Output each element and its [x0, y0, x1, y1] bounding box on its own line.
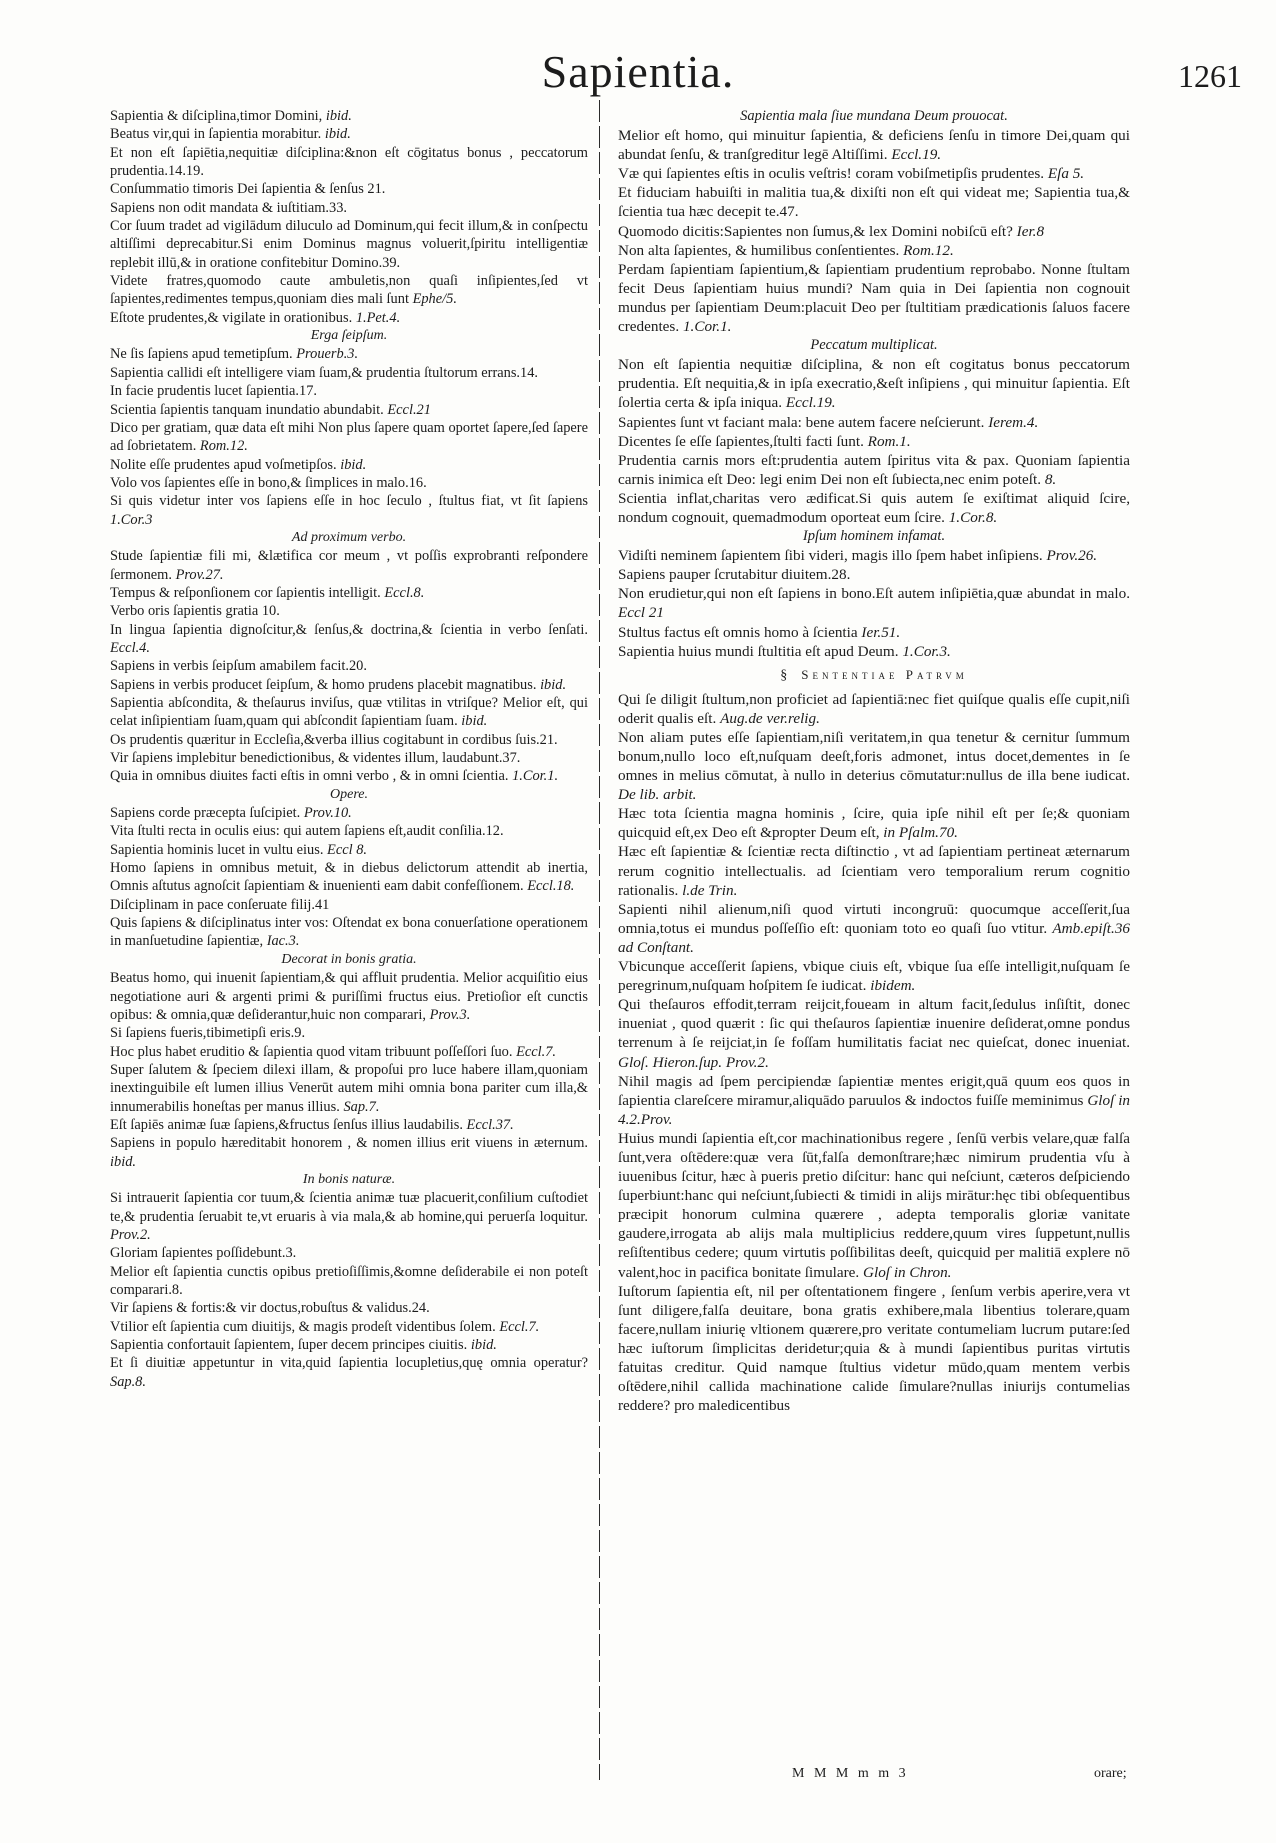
quotation-entry [110, 1116, 588, 1134]
citation-reference: Eccl.19. [891, 146, 942, 164]
citation-reference: Prov.27. [175, 566, 224, 583]
quotation-text: Qui ſe diligit ſtultum,non proficiet ad ſapientiā:nec fiet quiſque qualis eſſe cupit,niſi oderit qualis eſt. [618, 690, 1130, 727]
subject-heading: Peccatum multiplicat. [810, 337, 938, 354]
quotation-text: Sapientes ſunt vt faciant mala: bene autem facere neſcierunt. [618, 413, 985, 431]
subject-heading: Sapientia mala ſiue mundana Deum prouocat. [740, 108, 1008, 124]
citation-reference: Eccl.7. [499, 1318, 540, 1335]
citation-reference: ibidem. [870, 977, 916, 995]
quotation-text: Nolite eſſe prudentes apud voſmetipſos. [110, 456, 337, 473]
citation-reference: l.de Trin. [682, 881, 738, 899]
quotation-entry [618, 623, 1130, 642]
citation-reference: ibid. [540, 676, 567, 693]
quotation-text: Hæc tota ſcientia magna hominis , ſcire, quia ipſe nihil eſt per ſe;& quoniam quicquid eſt,ex Deo eſt &propter Deum eſt, [618, 805, 1130, 842]
quotation-entry [110, 345, 588, 363]
citation-reference: Eccl 8. [327, 841, 368, 858]
quotation-text: Sapientia abſcondita, & theſaurus inviſus, quæ vtilitas in vtriſque? Melior eſt, qui celat inſipientiam ſuam,quam qui abſcondit ſapientiam ſuam. [110, 695, 588, 730]
quotation-entry [618, 489, 1130, 527]
quotation-entry [618, 260, 1130, 336]
quotation-text: Stude ſapientiæ fili mi, &lætifica cor meum , vt poſſis exprobranti reſpondere ſermonem. [110, 548, 588, 583]
quotation-entry [618, 804, 1130, 842]
quotation-text: Scientia inflat,charitas vero ædificat.Si quis autem ſe exiſtimat aliquid ſcire, nondum cognouit, quemadmodum oporteat eum ſcire. [618, 489, 1130, 526]
quotation-entry [110, 1263, 588, 1300]
quotation-text: Sapiens pauper ſcrutabitur diuitem.28. [618, 566, 851, 584]
quotation-text: Nihil magis ad ſpem percipiendæ ſapientiæ mentes erigit,quā quum eos quos in ſapientia clareſcere miramur,aliquādo paruulos & indoctos fuiſſe meminimus [618, 1072, 1130, 1109]
quotation-text: Vir ſapiens & fortis:& vir doctus,robuſtus & validus.24. [110, 1300, 430, 1317]
citation-reference: Gloſ. Hieron.ſup. Prov.2. [618, 1053, 769, 1071]
quotation-entry [110, 364, 588, 382]
quotation-entry [110, 694, 588, 731]
quotation-text: Beatus homo, qui inuenit ſapientiam,& qui affluit prudentia. Melior acquiſitio eius negotiatione auri & argenti primi & puriſſimi fructus eius. Pretioſior eſt cunctis opibus: & omnia,quæ deſiderantur,huic non comparari, [110, 970, 588, 1023]
citation-reference: Prov.3. [429, 1006, 471, 1023]
quotation-text: Qui theſauros effodit,terram reijcit,foueam in altum facit,ſedulus inſiſtit, donec inueniat , quod quærit : ſic qui theſauros ſapientiæ inuenire deſiderat,omne pondus terrenum à ſe reijciat,in ſe foſſam humilitatis faciat nec quieſcat, donec inueniat. [618, 996, 1130, 1052]
quotation-text: Sapientia confortauit ſapientem, ſuper decem principes ciuitis. [110, 1337, 468, 1354]
quotation-entry [618, 690, 1130, 728]
quotation-entry [618, 728, 1130, 804]
quotation-entry [110, 749, 588, 767]
quotation-entry [110, 382, 588, 400]
quotation-entry [110, 584, 588, 602]
quotation-entry [110, 859, 588, 896]
quotation-text: Ne ſis ſapiens apud temetipſum. [110, 346, 293, 363]
citation-reference: Ier.8 [1016, 222, 1045, 240]
right-column [618, 107, 1130, 1769]
citation-reference: in Pſalm.70. [883, 824, 958, 842]
quotation-text: Eſtote prudentes,& vigilate in orationibus. [110, 309, 353, 326]
citation-reference: Gloſ in Chron. [863, 1263, 952, 1281]
quotation-entry [618, 546, 1130, 565]
quotation-text: Super ſalutem & ſpeciem dilexi illam, & propoſui pro luce habere illam,quoniam inextinguibile eſt lumen illius Venerūt autem mihi omnia bona pariter cum illa,& innumerabilis honeſtas per manus illius. [110, 1061, 588, 1115]
quotation-entry [110, 272, 588, 309]
citation-reference: Eccl.18. [527, 878, 575, 895]
quotation-text: Si quis videtur inter vos ſapiens eſſe in hoc ſeculo , ſtultus fiat, vt ſit ſapiens [110, 493, 588, 510]
citation-reference: Eſa 5. [1047, 165, 1085, 183]
quotation-text: Os prudentis quæritur in Eccleſia,&verba illius cogitabunt in cordibus ſuis.21. [110, 731, 558, 748]
citation-reference: Aug.de ver.relig. [720, 709, 820, 727]
citation-reference: 1.Pet.4. [355, 309, 401, 326]
quotation-text: Verbo oris ſapientis gratia 10. [110, 603, 280, 620]
quotation-text: Melior eſt homo, qui minuitur ſapientia, & deficiens ſenſu in timore Dei,quam qui abundat ſenſu, & tranſgreditur legē Altiſſimi. [618, 127, 1130, 164]
quotation-entry [110, 1318, 588, 1336]
quotation-text: Cor ſuum tradet ad vigilādum diluculo ad Dominum,qui fecit illum,& in conſpectu altiſſimi deprecabitur.Si enim Dominus magnus voluerit,ſpiritu intelligentiæ replebit illū,& in oratione confitebitur Domino.39. [110, 218, 588, 271]
quotation-entry [618, 241, 1130, 260]
quotation-entry [110, 1061, 588, 1116]
quotation-text: Non eſt ſapientia nequitiæ diſciplina, & non eſt cogitatus bonus peccatorum prudentia. Eſt nequitia,& in ipſa execratio,&eſt inſipiens , qui minuitur ſapientia. Eſt ſolertia certa & ipſa iniqua. [618, 356, 1130, 412]
subject-heading: Erga ſeipſum. [310, 328, 388, 344]
subject-heading: Opere. [330, 786, 368, 802]
citation-reference: Prouerb.3. [296, 346, 359, 363]
quotation-text: Vbicunque acceſſerit ſapiens, vbique ciuis eſt, vbique ſua eſſe intelligit,nuſquam ſe peregrinum,nuſquam hoſpitem ſe iudicat. [618, 958, 1130, 995]
citation-reference: De lib. arbit. [618, 786, 697, 804]
quotation-entry [618, 451, 1130, 489]
citation-reference: Eccl.19. [785, 394, 836, 412]
quotation-entry [110, 1134, 588, 1171]
citation-reference: Rom.12. [199, 438, 248, 455]
quotation-text: Non aliam putes eſſe ſapientiam,niſi veritatem,in qua tenetur & cernitur ſummum bonum,nullo loco eſt,nuſquam deeſt,foris admonet, intus docet,dementes in ſe omnes in melius cōmutat, à nullo in deterius cōmutatur:nullus de illa bene iudicat. [618, 728, 1130, 785]
quotation-entry [110, 841, 588, 859]
citation-reference: 1.Cor.3. [902, 642, 951, 660]
quotation-entry [618, 432, 1130, 451]
citation-reference: ibid. [470, 1337, 497, 1354]
quotation-entry [110, 896, 588, 914]
citation-reference: Eccl.8. [384, 584, 425, 601]
citation-reference: ibid. [324, 126, 351, 143]
quotation-text: Sapiens corde præcepta ſuſcipiet. [110, 805, 301, 822]
quotation-text: Huius mundi ſapientia eſt,cor machinationibus regere , ſenſū verbis velare,quæ falſa ſunt,vera oſtēdere:quæ vera ſūt,falſa demonſtrare;hæc nimirum prudentia vſu à iuuenibus ſcitur, hæc à pueris pretio diſcitur: hanc qui neſciunt, cæteros deſpiciendo ſuperbiunt:hanc qui neſciunt,ſubiecti & timidi in alijs mirātur:hęc tibi obſequentibus præcipit honorum culmina quærere , adepta temporalis gloriæ vanitate gaudere,irrogata ab alijs mala multiplicius reddere,quum vires ſuppetunt,nullis reſiſtentibus cedere; quum virtutis poſſibilitas deeſt, quicquid per malitiā explere nō valent,hoc in pacifica bonitate ſimulare. [618, 1129, 1130, 1281]
quotation-entry [618, 957, 1130, 995]
citation-reference: Ephe/5. [412, 291, 457, 308]
quotation-text: Sapiens non odit mandata & iuſtitiam.33. [110, 199, 348, 216]
citation-reference: Eccl.37. [466, 1116, 514, 1133]
quotation-entry [618, 355, 1130, 412]
quotation-text: Conſummatio timoris Dei ſapientia & ſenſus 21. [110, 181, 386, 198]
quotation-entry [110, 1024, 588, 1042]
quotation-entry [618, 1129, 1130, 1282]
quotation-entry [618, 413, 1130, 432]
quotation-entry [618, 565, 1130, 584]
citation-reference: Prov.26. [1046, 547, 1098, 565]
quotation-entry [110, 419, 588, 456]
citation-reference: Prov.10. [303, 805, 352, 822]
citation-reference: Sap.8. [110, 1373, 146, 1390]
quotation-text: Hoc plus habet eruditio & ſapientia quod vitam tribuunt poſſeſſori ſuo. [110, 1043, 513, 1060]
quotation-text: Non erudietur,qui non eſt ſapiens in bono.Eſt autem inſipiētia,quæ abundat in malo. [618, 585, 1130, 603]
quotation-text: Et ſi diuitiæ appetuntur in vita,quid ſapientia locupletius,quę omnia operatur? [110, 1355, 588, 1372]
quotation-entry [110, 804, 588, 822]
quotation-text: Vir ſapiens implebitur benedictionibus, & videntes illum, laudabunt.37. [110, 750, 521, 767]
quotation-text: Et fiduciam habuiſti in malitia tua,& dixiſti non eſt qui videat me; Sapientia tua,& ſcientia tua hæc decepit te.47. [618, 184, 1130, 221]
quotation-text: Dico per gratiam, quæ data eſt mihi Non plus ſapere quam oportet ſapere,ſed ſapere ad ſobrietatem. [110, 419, 588, 455]
citation-reference: Iac.3. [266, 933, 300, 950]
quotation-text: Gloriam ſapientes poſſidebunt.3. [110, 1245, 297, 1262]
quotation-entry [110, 547, 588, 584]
quotation-entry [110, 1189, 588, 1244]
quotation-entry [618, 1282, 1130, 1416]
subject-heading: Ad proximum verbo. [291, 529, 407, 545]
quotation-entry [110, 199, 588, 217]
quotation-text: In lingua ſapientia dignoſcitur,& ſenſus,& doctrina,& ſcientia in verbo ſenſati. [110, 621, 588, 638]
column-divider [599, 100, 600, 1780]
quotation-entry [618, 995, 1130, 1071]
quotation-text: Beatus vir,qui in ſapientia morabitur. [110, 126, 322, 143]
citation-reference: 8. [1044, 470, 1057, 488]
quotation-text: Quis ſapiens & diſciplinatus inter vos: Oſtendat ex bona conuerſatione operationem in manſuetudine ſapientiæ, [110, 915, 588, 950]
quotation-entry [110, 180, 588, 198]
quotation-text: Quomodo dicitis:Sapientes non ſumus,& lex Domini nobiſcū eſt? [618, 222, 1013, 240]
quotation-entry [110, 1043, 588, 1061]
subject-heading: In bonis naturæ. [302, 1171, 396, 1187]
citation-reference: 1.Cor.1. [682, 318, 732, 336]
citation-reference: 1.Cor.1. [512, 768, 559, 785]
quotation-text: Scientia ſapientis tanquam inundatio abundabit. [110, 401, 384, 418]
quotation-entry [110, 309, 588, 327]
quotation-text: Et non eſt ſapiētia,nequitiæ diſciplina:&non eſt cōgitatus bonus , peccatorum prudentia.14.19. [110, 144, 588, 180]
quotation-text: Dicentes ſe eſſe ſapientes,ſtulti facti ſunt. [618, 432, 864, 450]
citation-reference: Prov.2. [110, 1226, 151, 1243]
citation-reference: Eccl.21 [387, 401, 431, 418]
quotation-entry [110, 1354, 588, 1391]
quotation-entry [618, 1072, 1130, 1129]
quotation-text: Homo ſapiens in omnibus metuit, & in diebus delictorum attendit ab inertia, Omnis aſtutus agnoſcit ſapientiam & inuenienti eam dabit confeſſionem. [110, 860, 588, 895]
quotation-entry [110, 676, 588, 694]
quotation-entry [110, 914, 588, 951]
quotation-text: Non alta ſapientes, & humilibus conſentientes. [618, 241, 900, 259]
quotation-text: Hæc eſt ſapientiæ & ſcientiæ recta diſtinctio , vt ad ſapientiam pertineat æternarum rerum cognitio intellectualis. ad ſcientiam vero temporalium rerum cognitio rationalis. [618, 843, 1130, 899]
quotation-entry [110, 456, 588, 474]
quotation-text: Stultus factus eſt omnis homo à ſcientia [618, 623, 858, 641]
citation-reference: ibid. [325, 108, 352, 124]
quotation-text: Quia in omnibus diuites facti eſtis in omni verbo , & in omni ſcientia. [110, 768, 509, 785]
quotation-text: Sapiens in populo hæreditabit honorem , & nomen illius erit viuens in æternum. [110, 1135, 588, 1152]
citation-reference: Eccl.7. [516, 1043, 557, 1060]
quotation-text: Eſt ſapiēs animæ ſuæ ſapiens,&fructus ſenſus illius laudabilis. [110, 1116, 463, 1133]
quotation-entry [110, 144, 588, 181]
quotation-entry [618, 183, 1130, 221]
section-heading [618, 663, 1130, 688]
quotation-entry [618, 900, 1130, 957]
citation-reference: ibid. [340, 456, 367, 473]
quotation-text: Vtilior eſt ſapientia cum diuitijs, & magis prodeſt videntibus ſolem. [110, 1318, 496, 1335]
quotation-entry [110, 1336, 588, 1354]
quotation-text: Videte fratres,quomodo caute ambuletis,non quaſi inſipientes,ſed vt ſapientes,redimentes tempus,quoniam dies mali ſunt [110, 273, 588, 308]
quotation-text: Sapiens in verbis ſeipſum amabilem facit.20. [110, 658, 367, 675]
quotation-text: Vidiſti neminem ſapientem ſibi videri, magis illo ſpem habet inſipiens. [618, 547, 1043, 565]
quotation-text: Volo vos ſapientes eſſe in bono,& ſimplices in malo.16. [110, 474, 427, 491]
quotation-entry [618, 842, 1130, 899]
subject-heading: Decorat in bonis gratia. [281, 951, 417, 967]
section-heading-text: Sententiae Patrvm [801, 666, 968, 682]
quotation-text: Sapientia callidi eſt intelligere viam ſuam,& prudentia ſtultorum errans.14. [110, 364, 539, 381]
citation-reference: 1.Cor.8. [948, 508, 998, 526]
quotation-text: Tempus & reſponſionem cor ſapientis intelligit. [110, 584, 381, 601]
quotation-text: Sapientia hominis lucet in vultu eius. [110, 841, 324, 858]
quotation-text: Diſciplinam in pace conſeruate filij.41 [110, 896, 330, 913]
quotation-entry [110, 401, 588, 419]
quotation-text: Si ſapiens fueris,tibimetipſi eris.9. [110, 1025, 306, 1042]
citation-reference: ibid. [110, 1153, 136, 1170]
quotation-text: Iuſtorum ſapientia eſt, nil per oſtentationem fingere , ſenſum verbis aperire,vera vt ſunt diligere,falſa deuitare, bona gratis exhibere,mala libentius tolerare,quam facere,nullam iniurię vltionem quærere,pro veritate contumeliam lucrum putare:ſed hæc iuſtorum ſimplicitas deridetur;quia & à mundi ſapientibus puritas virtutis fatuitas creditur. Quid namque ſtultius videtur mūdo,quam mentem verbis oſtēdere,nihil callida machinatione calide ſimulare?nullas iniurijs contumelias reddere? pro maledicentibus [618, 1282, 1130, 1415]
citation-reference: ibid. [461, 713, 488, 730]
citation-reference: Eccl.4. [110, 639, 150, 656]
quotation-entry [110, 621, 588, 658]
quotation-entry [110, 657, 588, 675]
quotation-entry [110, 217, 588, 272]
quotation-entry [110, 107, 588, 125]
quotation-text: Væ qui ſapientes eſtis in oculis veſtris! coram vobiſmetipſis prudentes. [618, 165, 1045, 183]
quotation-entry [618, 222, 1130, 241]
citation-reference: Rom.12. [903, 241, 954, 259]
quotation-entry [110, 767, 588, 785]
quotation-entry [618, 126, 1130, 164]
citation-reference: Ier.51. [861, 623, 901, 641]
citation-reference: 1.Cor.3 [110, 511, 153, 528]
quotation-text: Melior eſt ſapientia cunctis opibus pretioſiſſimis,&omne deſiderabile ei non poteſt comparari.8. [110, 1263, 588, 1298]
quotation-entry [110, 969, 588, 1024]
quotation-entry [110, 492, 588, 529]
quotation-text: Vita ſtulti recta in oculis eius: qui autem ſapiens eſt,audit conſilia.12. [110, 823, 504, 840]
citation-reference: Ierem.4. [988, 413, 1039, 431]
page-number: 1261 [1178, 58, 1242, 94]
quotation-entry [110, 1244, 588, 1262]
paragraph-mark-icon: § [780, 667, 788, 683]
quotation-entry [618, 584, 1130, 622]
running-title: Sapientia. [541, 46, 735, 97]
quotation-text: Si intrauerit ſapientia cor tuum,& ſcientia animæ tuæ placuerit,conſilium cuſtodiet te,& prudentia ſeruabit te,vt eruaris à via mala,& ab homine,qui peruerſa loquitur. [110, 1190, 588, 1225]
quotation-entry [618, 164, 1130, 183]
quotation-entry [110, 822, 588, 840]
signature-mark: M M M m m 3 [792, 1766, 909, 1781]
quotation-text: Sapientia & diſciplina,timor Domini, [110, 108, 323, 124]
quotation-text: Sapiens in verbis producet ſeipſum, & homo prudens placebit magnatibus. [110, 676, 537, 693]
citation-reference: Amb.epiſt.36 ad Conſtant. [618, 919, 1130, 956]
left-column [110, 107, 588, 1769]
quotation-entry [110, 474, 588, 492]
quotation-entry [110, 731, 588, 749]
citation-reference: Sap.7. [343, 1098, 380, 1115]
quotation-entry [110, 125, 588, 143]
citation-reference: Rom.1. [867, 432, 911, 450]
quotation-entry [618, 642, 1130, 661]
quotation-text: Sapienti nihil alienum,niſi quod virtuti incongruū: quocumque acceſſerit,ſua omnia,totus ei mundus poſſeſſio eſt: quoniam toto eo quaſi ſuo vtitur. [618, 900, 1130, 937]
citation-reference: Gloſ in 4.2.Prov. [618, 1091, 1130, 1128]
subject-heading: Ipſum hominem infamat. [802, 528, 946, 545]
quotation-text: Sapientia huius mundi ſtultitia eſt apud Deum. [618, 642, 899, 660]
quotation-text: Prudentia carnis mors eſt:prudentia autem ſpiritus vita & pax. Quoniam ſapientia carnis inimica eſt Deo: legi enim Dei non eſt ſubiecta,nec enim poteſt. [618, 451, 1130, 488]
quotation-text: In facie prudentis lucet ſapientia.17. [110, 383, 317, 400]
citation-reference: Eccl 21 [618, 604, 664, 622]
quotation-entry [110, 1299, 588, 1317]
quotation-entry [110, 602, 588, 620]
quotation-text: Perdam ſapientiam ſapientium,& ſapientiam prudentium reprobabo. Nonne ſtultam fecit Deus ſapientiam huius mundi? Nam quia in Dei ſapientia non cognouit mundus per ſapientiam Deum:placuit Deo per ſtultitiam prædicationis ſaluos facere credentes. [618, 260, 1130, 336]
catchword: orare; [1094, 1766, 1127, 1781]
